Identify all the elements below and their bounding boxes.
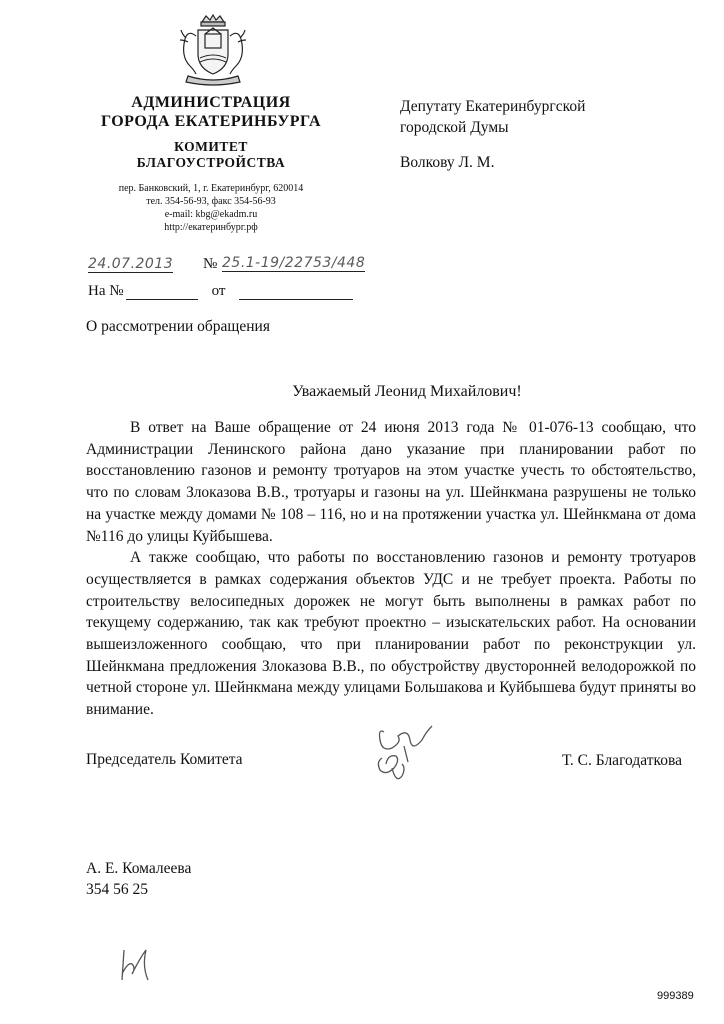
registration-number: 25.1-19/22753/448 <box>222 255 366 271</box>
contact-block <box>80 182 342 234</box>
handwritten-initials <box>118 944 154 986</box>
body-paragraph-1: В ответ на Ваше обращение от 24 июня 2013 года № 01-076-13 сообщаю, что Администрации Ленинского района дано указание при планировании работ по восстановлению газонов и ремонту тротуаров на этом участке учесть то обстоятельство, что по словам Злоказова В.В., тротуары и газоны на ул. Шейнкмана разрушены не только на участке между домами № 108 – 116, но и на протяжении участка ул. Шейнкмана от дома №116 до улицы Куйбышева. <box>86 419 696 545</box>
department-name <box>80 139 342 171</box>
registration-date: 24.07.2013 <box>88 256 174 272</box>
reference-from-label: от <box>211 283 226 299</box>
salutation: Уважаемый Леонид Михайлович! <box>292 383 522 400</box>
phone-fax: тел. 354-56-93, факс 354-56-93 <box>146 196 276 207</box>
reference-number-label: На № <box>88 283 124 299</box>
org-line-2: ГОРОДА ЕКАТЕРИНБУРГА <box>100 113 322 130</box>
website: http://екатеринбург.рф <box>164 222 258 233</box>
email: e-mail: kbg@ekadm.ru <box>164 209 258 220</box>
recipient-name: Волкову Л. М. <box>400 154 495 171</box>
letter-subject: О рассмотрении обращения <box>86 318 270 335</box>
registration-number-label: № <box>203 256 218 272</box>
executor-block <box>86 858 191 900</box>
recipient-line-1: Депутату Екатеринбургской <box>400 98 586 115</box>
dept-line-2: БЛАГОУСТРОЙСТВА <box>136 155 286 170</box>
reference-line <box>88 283 353 300</box>
reference-date-blank <box>239 285 353 300</box>
signer-title: Председатель Комитета <box>86 751 243 768</box>
organization-name <box>80 93 342 131</box>
dept-line-1: КОМИТЕТ <box>174 139 248 154</box>
executor-name: А. Е. Комалеева <box>86 860 192 877</box>
org-line-1: АДМИНИСТРАЦИЯ <box>131 94 291 111</box>
handwritten-signature <box>362 718 442 790</box>
coat-of-arms-emblem <box>178 14 248 88</box>
address: пер. Банковский, 1, г. Екатеринбург, 620014 <box>118 183 304 194</box>
letter-body <box>86 417 696 721</box>
document-id: 999389 <box>657 990 694 1002</box>
signer-name: Т. С. Благодаткова <box>562 752 682 769</box>
body-paragraph-2: А также сообщаю, что работы по восстановлению газонов и ремонту тротуаров осуществляется в рамках содержания объектов УДС и не требует проекта. Работы по строительству велосипедных дорожек не могут быть выполнены в рамках работ по текущему содержанию, так как требуют проектно – изыскательских работ. На основании вышеизложенного сообщаю, что при планировании работ по реконструкции ул. Шейнкмана предложения Злоказова В.В., по обустройству двусторонней велодорожкой по четной стороне ул. Шейнкмана между улицами Большакова и Куйбышева будут приняты во внимание. <box>86 549 696 719</box>
reference-number-blank <box>126 285 198 300</box>
executor-phone: 354 56 25 <box>86 881 148 898</box>
recipient-block <box>400 96 700 138</box>
recipient-line-2: городской Думы <box>400 119 509 136</box>
